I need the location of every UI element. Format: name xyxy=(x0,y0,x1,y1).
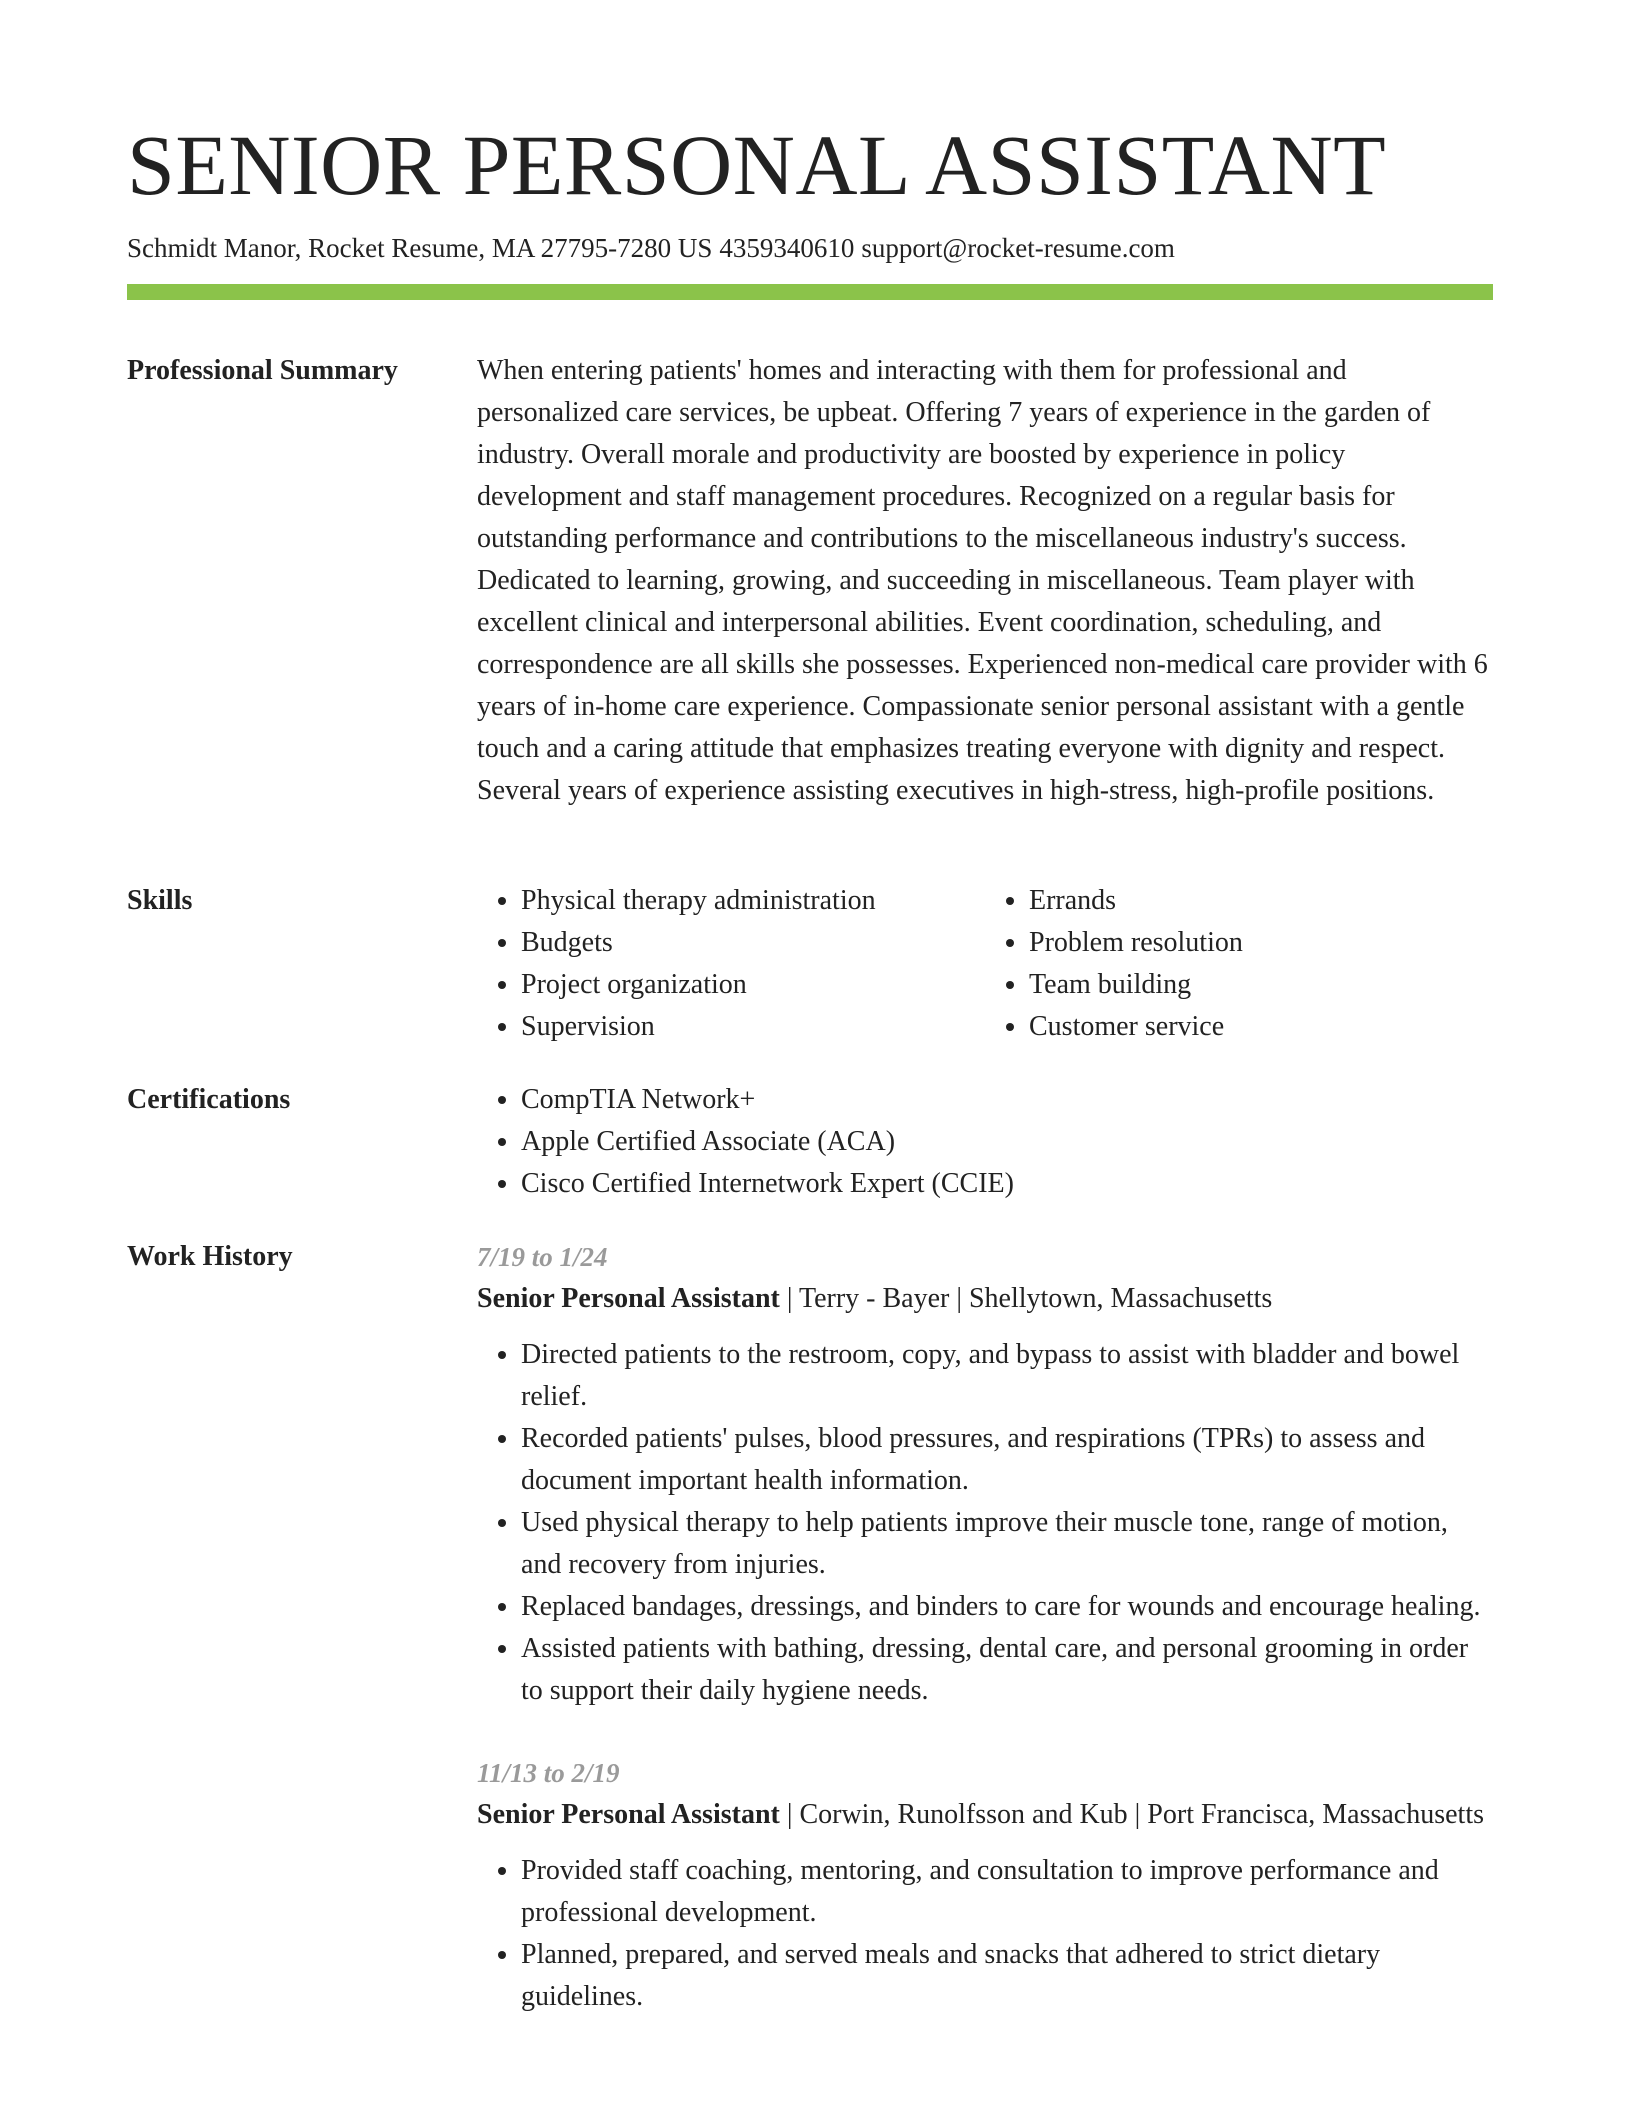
skills-list-left xyxy=(477,880,985,1048)
certification-item: • Apple Certified Associate (ACA) xyxy=(521,1121,1493,1163)
header-divider xyxy=(127,284,1493,300)
job-bullet: • Recorded patients' pulses, blood pressures, and respirations (TPRs) to assess and document important health information. xyxy=(521,1418,1493,1502)
contact-email: support@rocket-resume.com xyxy=(861,233,1175,263)
job-details: | Terry - Bayer | Shellytown, Massachusetts xyxy=(779,1283,1273,1314)
candidate-name: SENIOR PERSONAL ASSISTANT xyxy=(127,117,1387,213)
job-bullet: • Planned, prepared, and served meals and snacks that adhered to strict dietary guidelines. xyxy=(521,1934,1493,2018)
job-bullets xyxy=(477,1850,1493,2018)
contact-address: Schmidt Manor, Rocket Resume, MA 27795-7280 US xyxy=(127,233,713,263)
job-details: | Corwin, Runolfsson and Kub | Port Francisca, Massachusetts xyxy=(779,1799,1485,1830)
certification-item: • Cisco Certified Internetwork Expert (CCIE) xyxy=(521,1163,1493,1205)
work-history-heading: Work History xyxy=(127,1241,293,1272)
job-bullet: • Replaced bandages, dressings, and binders to care for wounds and encourage healing. xyxy=(521,1586,1493,1628)
job-title-line xyxy=(477,1278,1493,1320)
contact-line xyxy=(127,230,1175,266)
skills-body xyxy=(477,880,1493,1048)
job-bullet: • Assisted patients with bathing, dressing, dental care, and personal grooming in order to support their daily hygiene needs. xyxy=(521,1628,1493,1712)
certifications-body xyxy=(477,1079,1493,1205)
skill-item: • Supervision xyxy=(521,1006,985,1048)
job-dates: 7/19 to 1/24 xyxy=(477,1242,608,1272)
job-entry xyxy=(477,1752,1493,2018)
job-title: Senior Personal Assistant xyxy=(477,1799,780,1830)
job-dates: 11/13 to 2/19 xyxy=(477,1758,620,1788)
skill-item: • Physical therapy administration xyxy=(521,880,985,922)
job-entry xyxy=(477,1236,1493,1712)
certification-item: • CompTIA Network+ xyxy=(521,1079,1493,1121)
skills-heading: Skills xyxy=(127,885,193,916)
certifications-heading: Certifications xyxy=(127,1084,291,1115)
skill-item: • Customer service xyxy=(1029,1006,1493,1048)
skills-list-right xyxy=(985,880,1493,1048)
job-bullet: • Used physical therapy to help patients improve their muscle tone, range of motion, and recovery from injuries. xyxy=(521,1502,1493,1586)
job-bullet: • Directed patients to the restroom, copy, and bypass to assist with bladder and bowel relief. xyxy=(521,1334,1493,1418)
summary-heading: Professional Summary xyxy=(127,355,398,386)
job-title-line xyxy=(477,1794,1493,1836)
skill-item: • Problem resolution xyxy=(1029,922,1493,964)
skill-item: • Project organization xyxy=(521,964,985,1006)
summary-text: When entering patients' homes and interacting with them for professional and personalized care services, be upbeat. Offering 7 years of experience in the garden of industry. Overall morale and productivity are boosted by experience in policy development and staff management procedures. Recognized on a regular basis for outstanding performance and contributions to the miscellaneous industry's success. Dedicated to learning, growing, and succeeding in miscellaneous. Team player with excellent clinical and interpersonal abilities. Event coordination, scheduling, and correspondence are all skills she possesses. Experienced non-medical care provider with 6 years of in-home care experience. Compassionate senior personal assistant with a gentle touch and a caring attitude that emphasizes treating everyone with dignity and respect. Several years of experience assisting executives in high-stress, high-profile positions. xyxy=(477,355,1488,806)
skill-item: • Budgets xyxy=(521,922,985,964)
work-history-body xyxy=(477,1236,1493,2018)
summary-body xyxy=(477,350,1493,812)
contact-phone: 4359340610 xyxy=(719,233,855,263)
skill-item: • Team building xyxy=(1029,964,1493,1006)
job-bullet: • Provided staff coaching, mentoring, and consultation to improve performance and professional development. xyxy=(521,1850,1493,1934)
skill-item: • Errands xyxy=(1029,880,1493,922)
job-bullets xyxy=(477,1334,1493,1712)
certifications-list xyxy=(477,1079,1493,1205)
job-title: Senior Personal Assistant xyxy=(477,1283,780,1314)
